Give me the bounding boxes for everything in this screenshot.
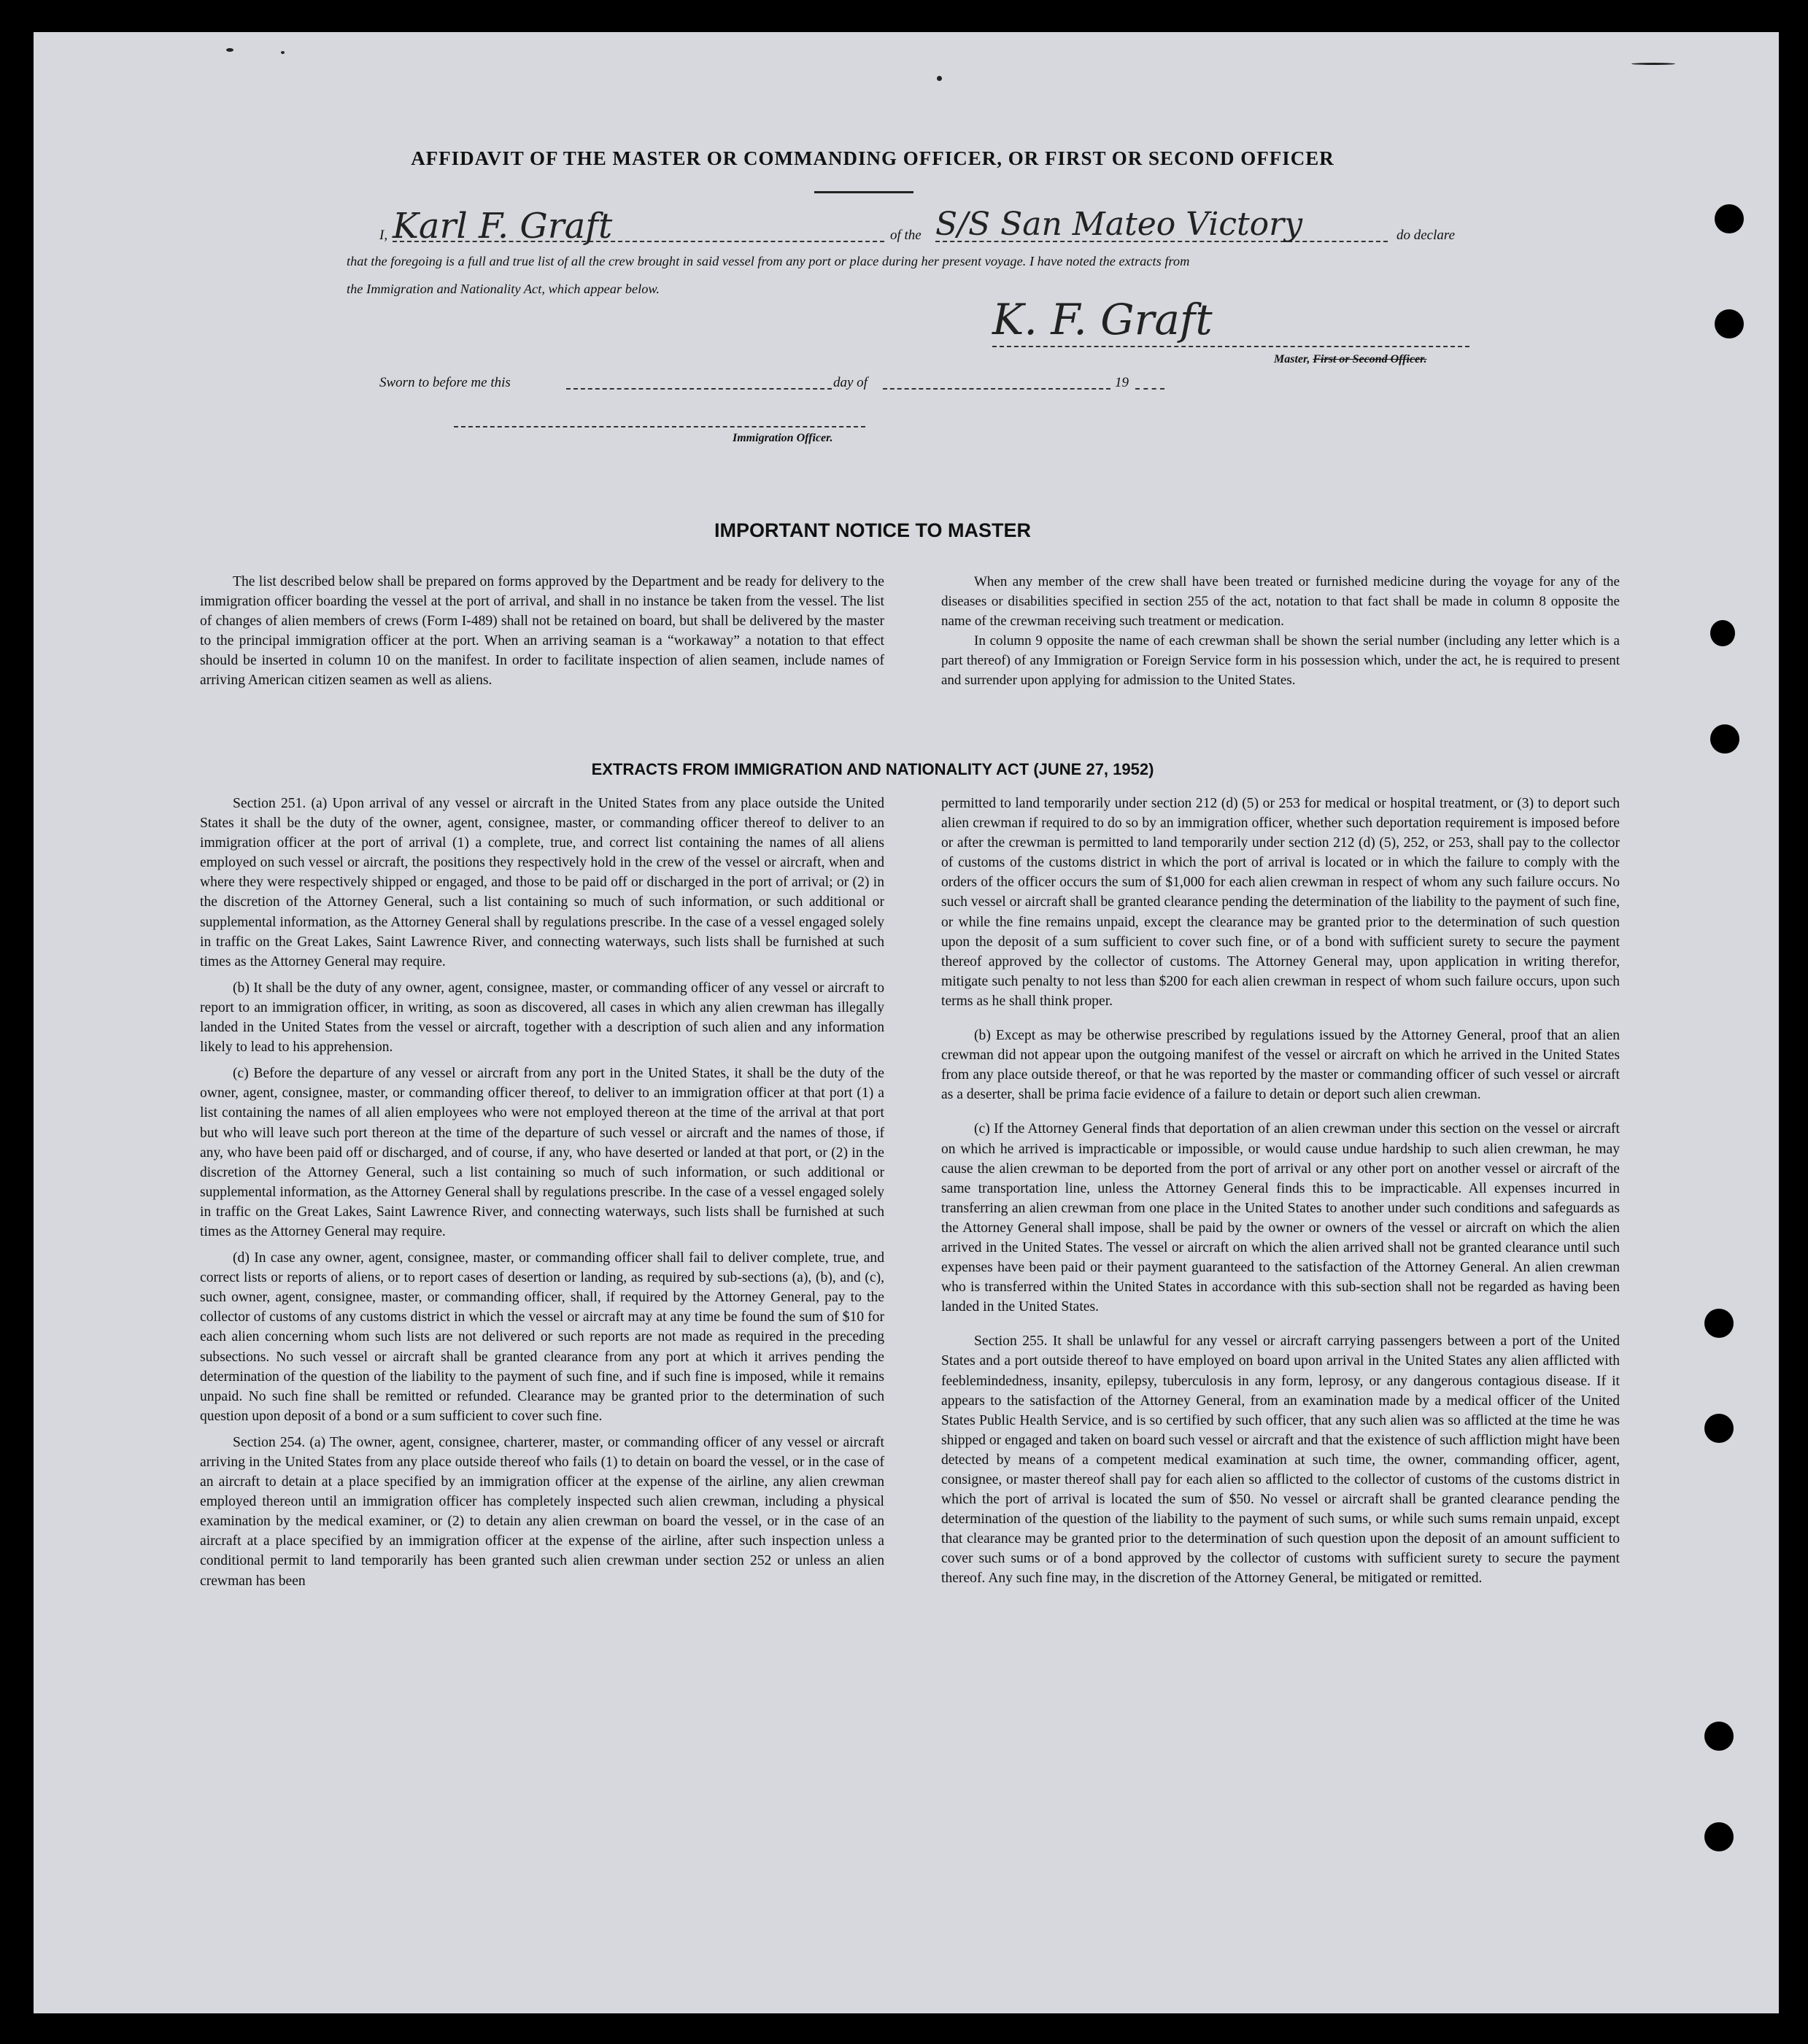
binder-hole bbox=[1715, 309, 1744, 338]
notice-title: IMPORTANT NOTICE TO MASTER bbox=[714, 519, 1031, 541]
notice-left-paragraph: The list described below shall be prepared on forms approved by the Department and be ready for delivery to the immigration officer boarding the vessel at the port of arrival, and shall in no instance be taken from the vessel. The list of changes of alien members of crews (Form I-489) shall not be retained on board, but shall be delivered by the master to the principal immigration officer at the port. When an arriving seaman is a “workaway” a notation to that effect should be inserted in column 10 on the manifest. In order to facilitate inspection of alien seamen, include names of arriving American citizen seamen as well as aliens. bbox=[200, 574, 884, 688]
year-label: 19 bbox=[1115, 375, 1129, 390]
section-251-a: Section 251. (a) Upon arrival of any vessel or aircraft in the United States from any place outside the United States it shall be the duty of the owner, agent, consignee, master, or commanding officer thereof to deliver to an immigration officer at the port of arrival (1) a complete, true, and correct list containing the names of all aliens employed on such vessel or aircraft, the positions they respectively hold in the crew of the vessel or aircraft, when and where they were respectively shipped or engaged, and those to be paid off or discharged in the port of arrival; or (2) in the discretion of the Attorney General, such a list containing so much of such information, or such additional or supplemental information, as the Attorney General shall by regulations prescribe. In the case of a vessel engaged solely in traffic on the Great Lakes, Saint Lawrence River, and connecting waterways, such lists shall be furnished at such times as the Attorney General may require. bbox=[200, 796, 884, 969]
sworn-day-line bbox=[566, 388, 832, 390]
binder-hole bbox=[1704, 1414, 1734, 1443]
extracts-right-column bbox=[941, 794, 1620, 1595]
year-line bbox=[1135, 388, 1164, 390]
notice-left-column bbox=[200, 572, 884, 697]
master-label-master: Master, bbox=[1274, 353, 1310, 365]
section-254-a: Section 254. (a) The owner, agent, consignee, charterer, master, or commanding officer of any vessel or aircraft arriving in the United States from any place outside thereof who fails (1) to detain on board the vessel, or in the case of an aircraft to detain at a place specified by an immigration officer at the expense of the airline, any alien crewman employed thereon until an immigration officer has completely inspected such alien crewman, including a physical examination by the medical examiner, or (2) to detain any alien crewman on board the vessel, or in the case of an aircraft at a place specified by an immigration officer at the expense of the airline, after such inspection unless a conditional permit to land temporarily has been granted such alien crewman under section 252 or unless an alien crewman has been bbox=[200, 1434, 884, 1589]
section-251-d: (d) In case any owner, agent, consignee, master, or commanding officer shall fail to deliver complete, true, and correct lists or reports of aliens, or to report cases of desertion or landing, as required by sub-sections (a), (b), and (c), such owner, agent, consignee, master, or commanding officer, shall, if required by the Attorney General, pay to the collector of customs of any customs district in which the vessel or aircraft may at any time be found the sum of $10 for each alien concerning whom such lists are not delivered or such reports are not made as required in the preceding subsections. No such vessel or aircraft shall be granted clearance from any port at which it arrives pending the determination of the question of the liability to the payment of such fine, and if such fine is imposed, while it remains unpaid. No such fine shall be remitted or refunded. Clearance may be granted prior to the determination of such question upon deposit of a bond or a sum sufficient to cover such fine. bbox=[200, 1250, 884, 1424]
binder-hole bbox=[1715, 204, 1744, 233]
notice-right-paragraph-2: In column 9 opposite the name of each crewman shall be shown the serial number (including any letter which is a part thereof) of any Immigration or Foreign Service form in his possession which, under the act, he is required to present and surrender upon applying for admission to the United States. bbox=[941, 633, 1620, 688]
section-254-a-continued: permitted to land temporarily under section 212 (d) (5) or 253 for medical or hospital treatment, or (3) to deport such alien crewman if required to do so by an immigration officer, whether such deportation requirement is imposed before or after the crewman is permitted to land temporarily under section 212 (d) (5), 252, or 253, shall pay to the collector of customs of the customs district in which the port of arrival is located or in which the failure to comply with the orders of the officer occurs the sum of $1,000 for each alien crewman in respect of whom any such failure occurs. No such vessel or aircraft shall be granted clearance pending the determination of the liability to the payment of such fine, or while the fine remains unpaid, except the clearance may be granted prior to the determination of such question upon the deposit of a sum sufficient to cover such fine, or of a bond with sufficient surety to secure the payment thereof approved by the collector of customs. The Attorney General may, upon application in writing therefor, mitigate such penalty to not less than $200 for each alien crewman in respect of whom such failure occurs, upon such terms as he shall think proper. bbox=[941, 796, 1620, 1009]
title-rule bbox=[814, 191, 913, 193]
scan-speck bbox=[226, 48, 233, 52]
notice-right-paragraph-1: When any member of the crew shall have been treated or furnished medicine during the voyage for any of the diseases or disabilities specified in section 255 of the act, notation to that fact shall be made in column 8 opposite the name of the crewman receiving such treatment or medication. bbox=[941, 574, 1620, 629]
notice-right-column bbox=[941, 572, 1620, 697]
scan-speck bbox=[281, 51, 285, 54]
day-of-label: day of bbox=[833, 375, 868, 390]
section-255: Section 255. It shall be unlawful for any vessel or aircraft carrying passengers between a port of the United States and a port outside thereof to have employed on board upon arrival in the United States any alien afflicted with feeblemindedness, insanity, epilepsy, tuberculosis in any form, leprosy, or any dangerous contagious disease. If it appears to the satisfaction of the Attorney General, from an examination made by a medical officer of the United States Public Health Service, and is so certified by such officer, that any such alien was so afflicted at the time he was shipped or engaged and taken on board such vessel or aircraft and that the existence of such affliction might have been detected by means of a competent medical examination at such time, the owner, commanding officer, agent, consignee, or master thereof shall pay for each alien so afflicted to the collector of customs of the customs district in which the port of arrival is located the sum of $50. No vessel or aircraft shall be granted clearance pending the determination of the question of the liability to the payment of such sums, or while such sums remain unpaid, except that clearance may be granted prior to the determination of such question upon the deposit of an amount sufficient to cover such sums or of a bond approved by the collector of customs with sufficient surety to secure the payment thereof. Any such fine may, in the discretion of the Attorney General, be mitigated or remitted. bbox=[941, 1333, 1620, 1587]
of-the-label: of the bbox=[890, 228, 922, 243]
binder-hole bbox=[1710, 724, 1739, 754]
master-signature: K. F. Graft bbox=[992, 295, 1213, 344]
sworn-month-line bbox=[883, 388, 1110, 390]
do-declare-label: do declare bbox=[1396, 228, 1456, 243]
extracts-title: EXTRACTS FROM IMMIGRATION AND NATIONALITY ACT (JUNE 27, 1952) bbox=[591, 760, 1154, 778]
scan-speck bbox=[937, 76, 942, 81]
affidavit-title: AFFIDAVIT OF THE MASTER OR COMMANDING OFFICER, OR FIRST OR SECOND OFFICER bbox=[411, 147, 1334, 169]
immigration-officer-label: Immigration Officer. bbox=[733, 432, 833, 444]
master-label bbox=[1274, 353, 1427, 366]
vessel-name-handwritten: S/S San Mateo Victory bbox=[935, 206, 1303, 243]
immigration-officer-line bbox=[454, 426, 865, 427]
sworn-label: Sworn to before me this bbox=[379, 375, 511, 390]
i-label: I, bbox=[379, 228, 388, 243]
master-label-struck: First or Second Officer. bbox=[1313, 353, 1427, 365]
binder-hole bbox=[1704, 1309, 1734, 1338]
section-254-c: (c) If the Attorney General finds that deportation of an alien crewman under this section on the vessel or aircraft on which he arrived is impracticable or impossible, or would cause undue hardship to such alien crewman, he may cause the alien crewman to be deported from the port of arrival or any other port on another vessel or aircraft of the same transportation line, unless the Attorney General finds this to be impracticable. All expenses incurred in transferring an alien crewman from one place in the United States to another under such conditions and safeguards as the Attorney General shall impose, shall be paid by the owner or owners of the vessel or aircraft on which the alien arrived in the United States. The vessel or aircraft on which the alien arrived shall not be granted clearance until such expenses have been paid or their payment guaranteed to the satisfaction of the Attorney General. An alien crewman who is transferred within the United States in accordance with this sub-section shall not be regarded as having been landed in the United States. bbox=[941, 1121, 1620, 1315]
declarant-signature: Karl F. Graft bbox=[393, 206, 613, 247]
extracts-left-column bbox=[200, 794, 884, 1598]
section-254-b: (b) Except as may be otherwise prescribed by regulations issued by the Attorney General, proof that an alien crewman did not appear upon the outgoing manifest of the vessel or aircraft on which he arrived in the United States from any place outside thereof, or that he was reported by the master or commanding officer of such vessel or aircraft as a deserter, shall be prima facie evidence of a failure to detain or deport such alien crewman. bbox=[941, 1028, 1620, 1103]
scan-speck bbox=[1631, 63, 1675, 65]
section-251-b: (b) It shall be the duty of any owner, agent, consignee, master, or commanding officer of any vessel or aircraft to report to an immigration officer, in writing, as soon as discovered, all cases in which any alien crewman has illegally landed in the United States from the vessel or aircraft, together with a description of such alien and any information likely to lead to his apprehension. bbox=[200, 980, 884, 1056]
binder-hole bbox=[1704, 1822, 1734, 1851]
binder-hole bbox=[1710, 620, 1735, 646]
affidavit-line-2: that the foregoing is a full and true list of all the crew brought in said vessel from any port or place during her present voyage. I have noted the extracts from bbox=[347, 254, 1190, 268]
binder-hole bbox=[1704, 1722, 1734, 1751]
affidavit-line-3: the Immigration and Nationality Act, which appear below. bbox=[347, 282, 660, 296]
section-251-c: (c) Before the departure of any vessel or aircraft from any port in the United States, it shall be the duty of the owner, agent, consignee, master, or commanding officer thereof, to deliver to an immigration officer at that port (1) a list containing the names of all alien employees who were not employed thereon at the time of the arrival at that port but who will leave such port thereon at the time of the departure of such vessel or aircraft and the names of those, if any, who have been paid off or discharged, and of course, if any, who have deserted or landed at that port, or (2) in the discretion of the Attorney General, such a list containing so much of such information, or such additional or supplemental information, as the Attorney General shall by regulations prescribe. In the case of a vessel engaged solely in traffic on the Great Lakes, Saint Lawrence River, and connecting waterways, such lists shall be furnished at such times as the Attorney General may require. bbox=[200, 1066, 884, 1239]
master-signature-line bbox=[992, 346, 1469, 347]
